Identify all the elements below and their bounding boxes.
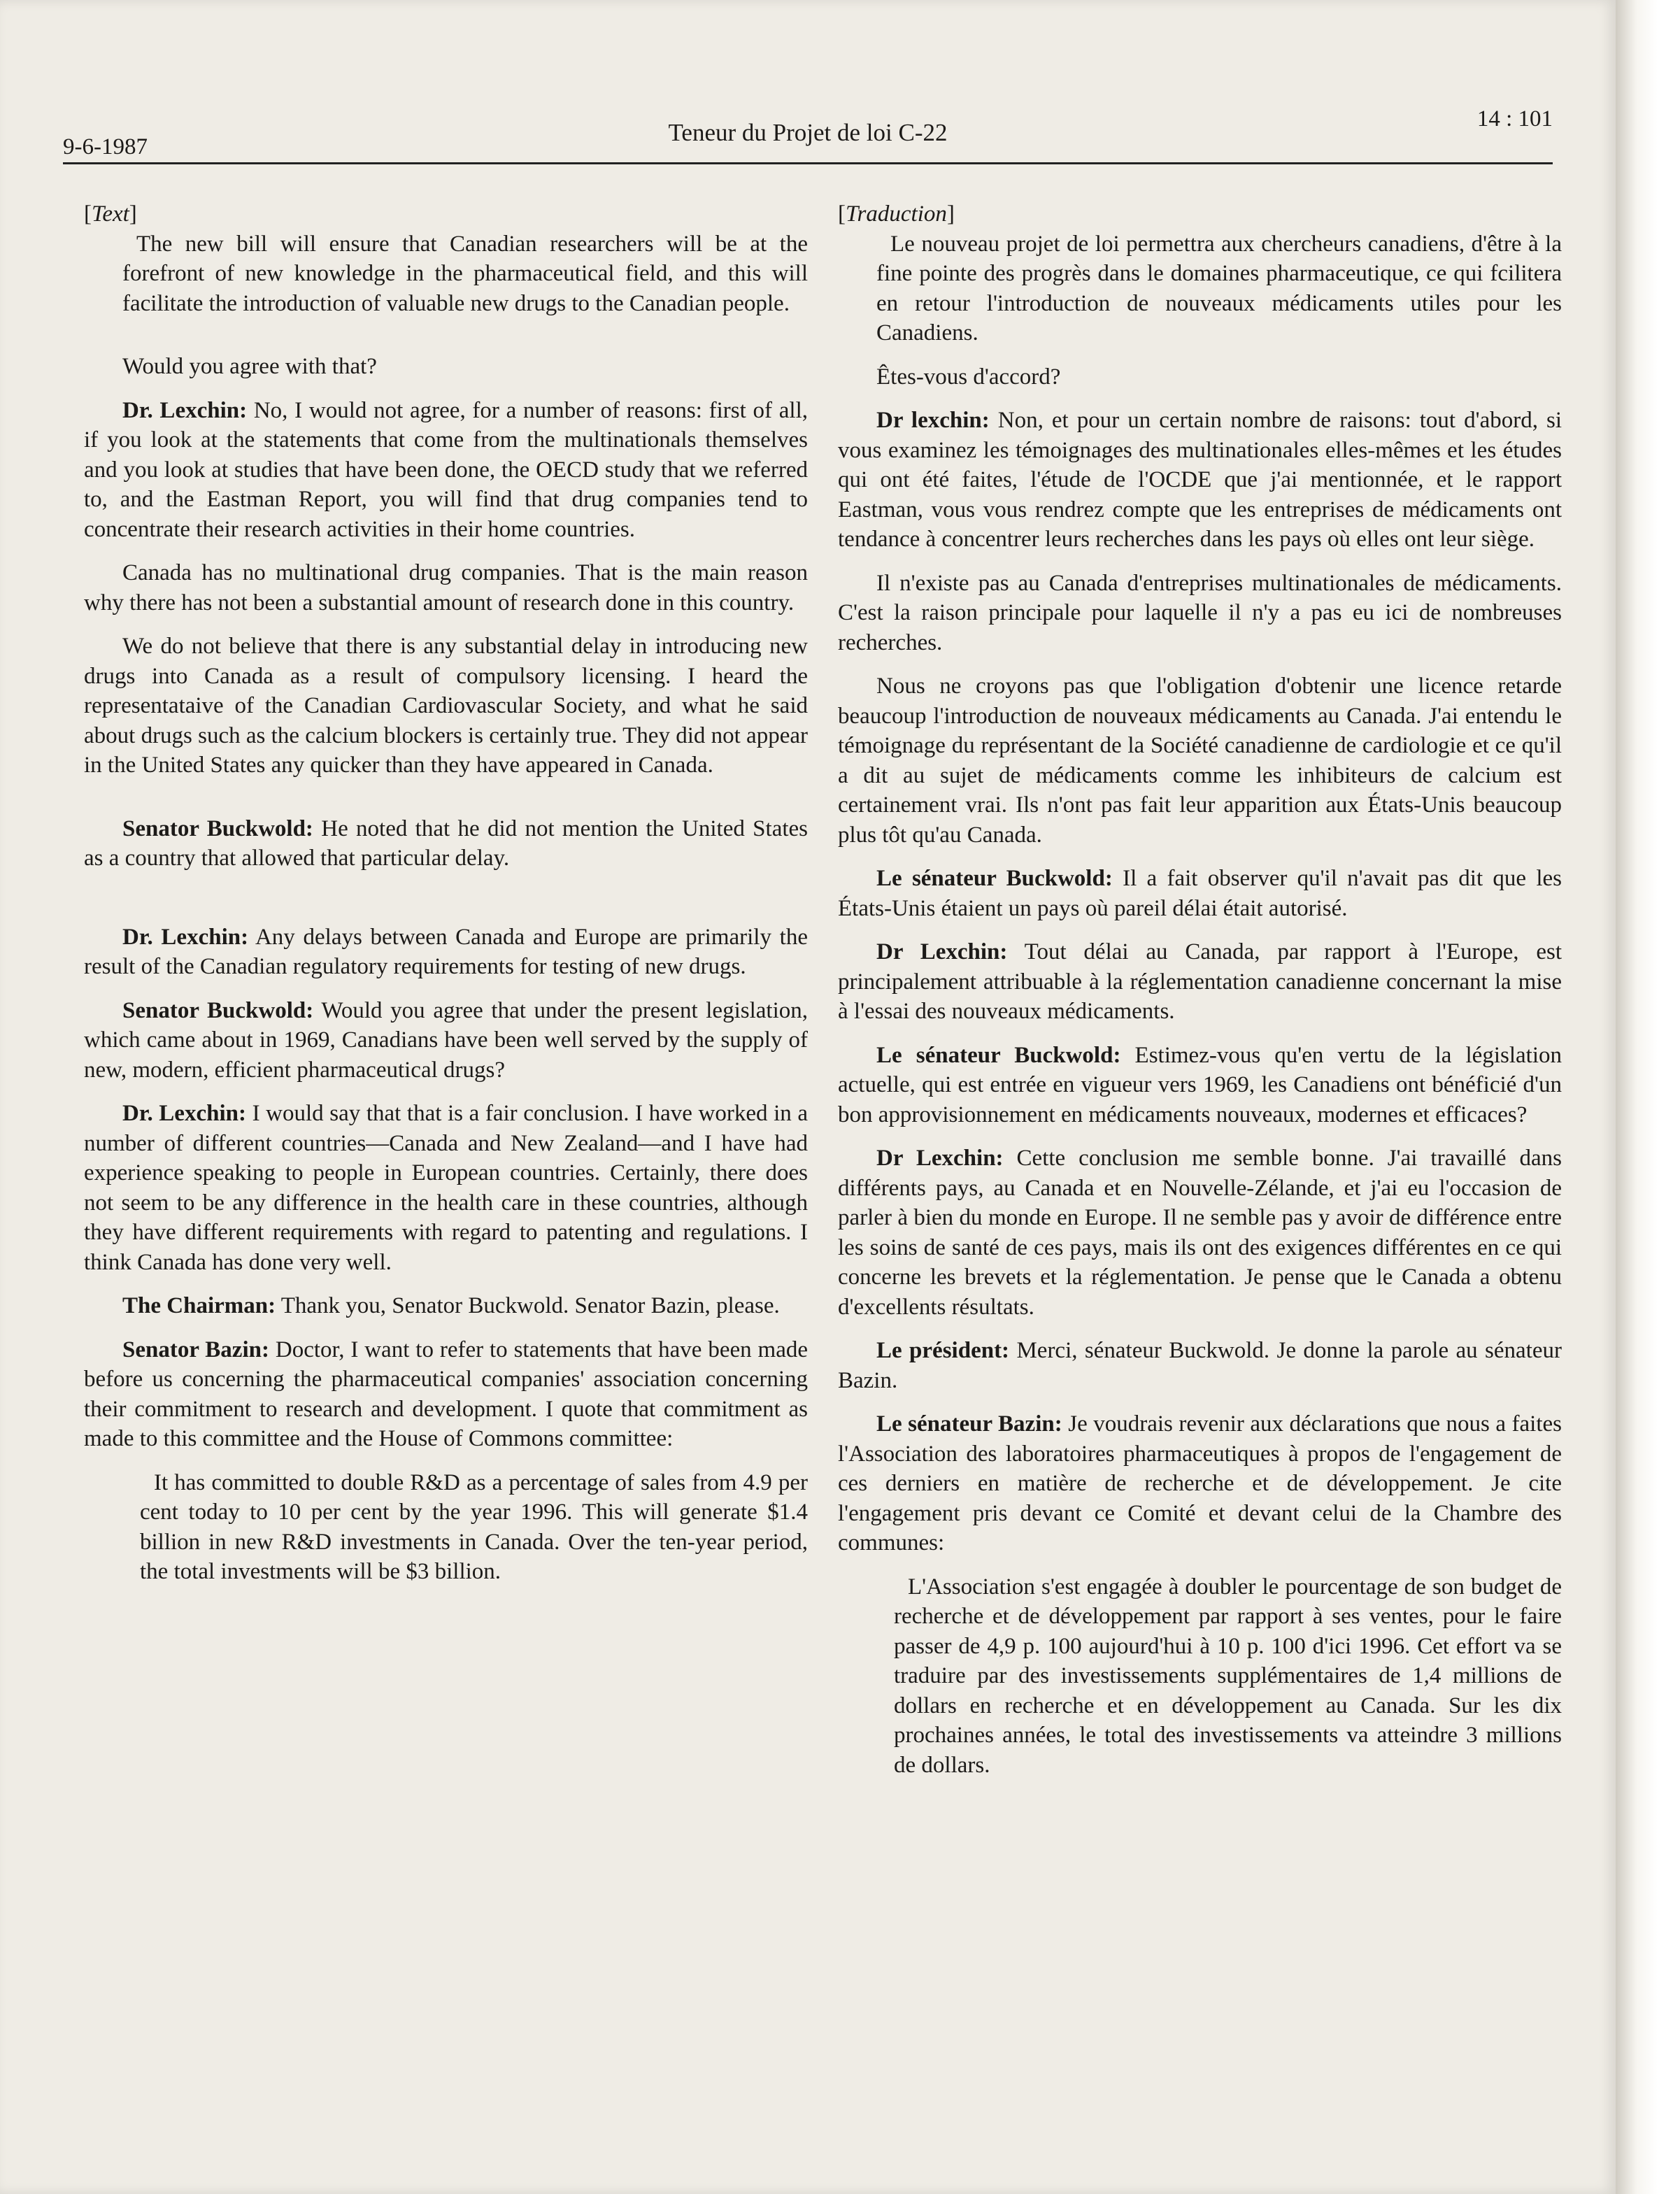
french-paragraph: [838, 1336, 1562, 1395]
english-paragraph: [84, 396, 808, 545]
english-quotation: It has committed to double R&D as a percentage of sales from 4.9 per cent today to 10 per cent by the year 1996. This will generate $1.4 billion in new R&D investments in Canada. Over the ten-year period, the total investments will be $3 billion.: [140, 1469, 808, 1584]
speaker-name: Senator Buckwold:: [122, 815, 313, 841]
speech-text: I would say that that is a fair conclusion. I have worked in a number of different countries—Canada and New Zealand—and I have had experience speaking to people in European countries. Certainly, there does not seem to be any difference in the health care in these countries, although they have different requirements with regard to patenting and regulations. I think Canada has done very well.: [84, 1101, 809, 1275]
english-paragraph: [84, 996, 808, 1085]
speech-text: Il a fait observer qu'il n'avait pas dit que les États-Unis étaient un pays où pareil délai était autorisé.: [838, 866, 1562, 921]
english-tag: [Text]: [84, 201, 137, 227]
speech-text: He noted that he did not mention the United States as a country that allowed that particular delay.: [84, 815, 808, 871]
speech-text: Je voudrais revenir aux déclarations que nous a faites l'Association des laboratoires pharmaceutiques à propos de l'engagement de ces derniers en matière de recherche et de développement. Je cite l'engagement pris devant ce Comité et devant celui de la Chambre des communes:: [838, 1411, 1562, 1555]
header-rule: [63, 162, 1553, 164]
french-paragraph: Le nouveau projet de loi permettra aux chercheurs canadiens, d'être à la fine pointe des progrès dans le domaines pharmaceutique, ce qui fcilitera en retour l'introduction de nouveaux médicaments utiles pour les Canadiens.: [876, 231, 1562, 346]
scan-edge: [1616, 0, 1680, 2194]
speaker-name: Le sénateur Bazin:: [876, 1411, 1062, 1437]
speech-text: Any delays between Canada and Europe are primarily the result of the Canadian regulatory requirements for testing of new drugs.: [84, 924, 808, 979]
speech-text: Estimez-vous qu'en vertu de la législation actuelle, qui est entrée en vigueur vers 1969, les Canadiens ont bénéficié d'un bon approvisionnement en médicaments nouveaux, modernes et efficaces?: [838, 1042, 1562, 1127]
speech-text: Merci, sénateur Buckwold. Je donne la parole au sénateur Bazin.: [838, 1338, 1562, 1393]
french-paragraph: [838, 406, 1562, 555]
speech-text: Would you agree that under the present legislation, which came about in 1969, Canadians have been well served by the supply of new, modern, efficient pharmaceutical drugs?: [84, 997, 808, 1083]
french-tag-text: Traduction: [846, 201, 947, 227]
header-date: 9-6-1987: [63, 134, 148, 159]
english-paragraph: We do not believe that there is any substantial delay in introducing new drugs into Canada as a result of compulsory licensing. I heard the representataive of the Canadian Cardiovascular Society, and what he said about drugs such as the calcium blockers is certainly true. They did not appear in the United States any quicker than they have appeared in Canada.: [84, 634, 808, 778]
speech-text: Cette conclusion me semble bonne. J'ai travaillé dans différents pays, au Canada et en Nouvelle-Zélande, et j'ai eu l'occasion de parler à bien du monde en Europe. Il ne semble pas y avoir de différence entre les soins de santé de ces pays, mais ils ont des exigences différentes en ce qui concerne les brevets et la réglementation. Je pense que le Canada a obtenu d'excellents résultats.: [838, 1146, 1562, 1320]
french-paragraph: Il n'existe pas au Canada d'entreprises multinationales de médicaments. C'est la raison principale pour laquelle il n'y a pas eu ici de nombreuses recherches.: [838, 570, 1562, 655]
speaker-name: Senator Bazin:: [122, 1337, 269, 1362]
speaker-name: Dr. Lexchin:: [122, 924, 249, 950]
speaker-name: Dr Lexchin:: [876, 939, 1008, 964]
header-page-number: 14 : 101: [1476, 106, 1553, 131]
speech-text: Non, et pour un certain nombre de raisons: tout d'abord, si vous examinez les témoignages des multinationales elles-mêmes et les études qui ont été faites, l'étude de l'OCDE que j'ai mentionnée, et le rapport Eastman, vous vous rendrez compte que les entreprises de médicaments ont tendance à concentrer leurs recherches dans les pays où elles ont leur siège.: [838, 408, 1562, 552]
speaker-name: The Chairman:: [122, 1293, 276, 1318]
english-paragraph: [84, 1335, 808, 1454]
speech-text: Doctor, I want to refer to statements that have been made before us concerning the pharmaceutical companies' association concerning their commitment to research and development. I quote that commitment as made to this committee and the House of Commons committee:: [84, 1337, 809, 1451]
speaker-name: Le sénateur Buckwold:: [876, 1042, 1121, 1068]
speaker-name: Senator Buckwold:: [122, 997, 314, 1023]
english-paragraph: [84, 1099, 808, 1277]
speech-text: Tout délai au Canada, par rapport à l'Europe, est principalement attribuable à la réglementation canadienne concernant la mise à l'essai des nouveaux médicaments.: [838, 939, 1562, 1024]
french-paragraph: [838, 937, 1562, 1027]
english-tag-text: Text: [92, 201, 129, 227]
french-paragraph: Êtes-vous d'accord?: [876, 364, 1061, 390]
speaker-name: Dr. Lexchin:: [122, 397, 248, 423]
english-paragraph: [84, 814, 808, 874]
french-quotation: L'Association s'est engagée à doubler le pourcentage de son budget de recherche et de développement par rapport à ses ventes, pour le faire passer de 4,9 p. 100 aujourd'hui à 10 p. 100 d'ici 1996. Cet effort va se traduire par des investissements supplémentaires de 1,4 millions de dollars en recherche et en développement au Canada. Sur les dix prochaines années, le total des investissements va atteindre 3 millions de dollars.: [894, 1574, 1562, 1778]
french-paragraph: [838, 1409, 1562, 1558]
english-column: [84, 199, 808, 1601]
french-paragraph: [838, 1041, 1562, 1130]
speaker-name: Dr lexchin:: [876, 408, 990, 433]
speaker-name: Le sénateur Buckwold:: [876, 866, 1113, 891]
french-paragraph: [838, 864, 1562, 923]
speaker-name: Le président:: [876, 1338, 1010, 1363]
english-paragraph: Canada has no multinational drug companies. That is the main reason why there has not been a substantial amount of research done in this country.: [84, 560, 808, 615]
speech-text: No, I would not agree, for a number of reasons: first of all, if you look at the statements that come from the multinationals themselves and you look at studies that have been done, the OECD study that we referred to, and the Eastman Report, you will find that drug companies tend to concentrate their research activities in their home countries.: [84, 397, 808, 542]
speaker-name: Dr. Lexchin:: [122, 1101, 246, 1126]
french-tag: [Traduction]: [838, 201, 955, 227]
french-paragraph: [838, 1144, 1562, 1322]
english-paragraph: Would you agree with that?: [122, 354, 377, 379]
speech-text: Thank you, Senator Buckwold. Senator Bazin, please.: [280, 1293, 780, 1318]
page-header: [63, 105, 1553, 168]
french-column: [838, 199, 1562, 1794]
speaker-name: Dr Lexchin:: [876, 1146, 1004, 1171]
english-paragraph: [84, 923, 808, 982]
header-title: Teneur du Projet de loi C-22: [668, 119, 948, 146]
english-paragraph: The new bill will ensure that Canadian researchers will be at the forefront of new knowledge in the pharmaceutical field, and this will facilitate the introduction of valuable new drugs to the Canadian people.: [122, 231, 808, 316]
french-paragraph: Nous ne croyons pas que l'obligation d'obtenir une licence retarde beaucoup l'introduction de nouveaux médicaments au Canada. J'ai entendu le témoignage du représentant de la Société canadienne de cardiologie et ce qu'il a dit au sujet de médicaments comme les inhibiteurs de calcium est certainement vrai. Ils n'ont pas fait leur apparition aux États-Unis beaucoup plus tôt qu'au Canada.: [838, 674, 1562, 848]
english-paragraph: [84, 1291, 808, 1321]
